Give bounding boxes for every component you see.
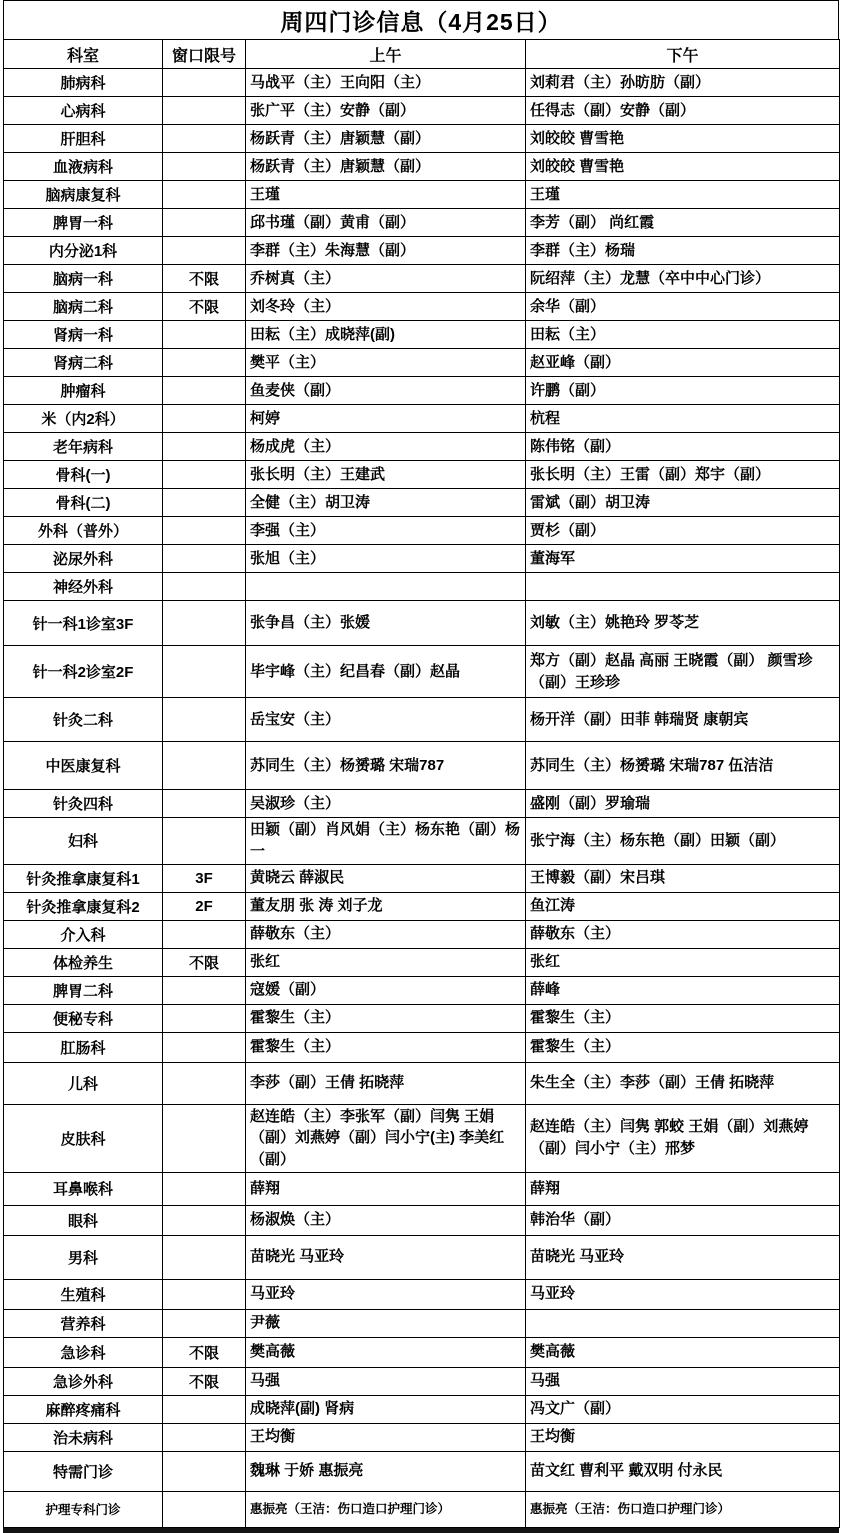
cell-pm: 王瑾 (526, 181, 840, 209)
cell-dept: 肛肠科 (4, 1032, 163, 1062)
cell-dept: 脑病二科 (4, 293, 163, 321)
cell-dept: 肺病科 (4, 69, 163, 97)
table-row (4, 265, 840, 293)
cell-limit (163, 1205, 246, 1235)
cell-limit: 不限 (163, 293, 246, 321)
cell-limit: 不限 (163, 265, 246, 293)
table-row (4, 377, 840, 405)
cell-am: 赵连皓（主）李张军（副）闫隽 王娟（副）刘燕婷（副）闫小宁(主) 李美红（副） (246, 1104, 526, 1172)
cell-pm: 薛峰 (526, 976, 840, 1004)
cell-dept: 治未病科 (4, 1423, 163, 1451)
table-row (4, 1104, 840, 1172)
cell-am: 田颖（副）肖风娟（主）杨东艳（副）杨一 (246, 818, 526, 865)
cell-limit (163, 790, 246, 818)
cell-am: 王均衡 (246, 1423, 526, 1451)
cell-limit (163, 1172, 246, 1205)
cell-pm: 董海军 (526, 545, 840, 573)
cell-dept: 麻醉疼痛科 (4, 1395, 163, 1423)
cell-limit (163, 181, 246, 209)
cell-am: 柯婷 (246, 405, 526, 433)
cell-dept: 急诊外科 (4, 1367, 163, 1395)
cell-pm: 阮绍萍（主）龙慧（卒中中心门诊） (526, 265, 840, 293)
cell-am: 岳宝安（主） (246, 698, 526, 742)
cell-dept: 妇科 (4, 818, 163, 865)
cell-limit (163, 742, 246, 790)
table-row (4, 646, 840, 698)
table-row (4, 698, 840, 742)
cell-pm: 霍黎生（主） (526, 1032, 840, 1062)
cell-dept: 老年病科 (4, 433, 163, 461)
table-row (4, 1032, 840, 1062)
column-header: 上午 (246, 40, 526, 69)
cell-limit (163, 646, 246, 698)
cell-dept: 营养科 (4, 1309, 163, 1337)
cell-am: 黄晓云 薛淑民 (246, 864, 526, 892)
cell-limit: 不限 (163, 1367, 246, 1395)
cell-limit (163, 1279, 246, 1309)
cell-limit (163, 69, 246, 97)
cell-pm (526, 1309, 840, 1337)
table-row (4, 97, 840, 125)
page-title: 周四门诊信息（4月25日） (3, 0, 839, 39)
table-row (4, 573, 840, 601)
table-row (4, 237, 840, 265)
cell-pm: 张红 (526, 948, 840, 976)
cell-dept: 骨科(一) (4, 461, 163, 489)
table-row (4, 321, 840, 349)
cell-limit (163, 698, 246, 742)
cell-limit (163, 1004, 246, 1032)
cell-pm: 郑方（副）赵晶 高丽 王晓霞（副） 颜雪珍（副）王珍珍 (526, 646, 840, 698)
cell-limit (163, 1395, 246, 1423)
cell-am: 寇媛（副） (246, 976, 526, 1004)
cell-pm: 鱼江涛 (526, 892, 840, 920)
cell-dept: 肝胆科 (4, 125, 163, 153)
table-row (4, 976, 840, 1004)
cell-limit (163, 209, 246, 237)
cell-dept: 脑病一科 (4, 265, 163, 293)
cell-limit (163, 237, 246, 265)
cell-am: 樊平（主） (246, 349, 526, 377)
cell-limit: 2F (163, 892, 246, 920)
cell-dept: 生殖科 (4, 1279, 163, 1309)
cell-pm: 杨开洋（副）田菲 韩瑞贤 康朝宾 (526, 698, 840, 742)
table-row (4, 349, 840, 377)
cell-am: 魏琳 于娇 惠振亮 (246, 1451, 526, 1491)
cell-dept: 耳鼻喉科 (4, 1172, 163, 1205)
cell-am: 杨成虎（主） (246, 433, 526, 461)
cell-dept: 肾病一科 (4, 321, 163, 349)
table-row (4, 1367, 840, 1395)
table-row (4, 1309, 840, 1337)
cell-limit (163, 1104, 246, 1172)
cell-limit (163, 1032, 246, 1062)
cell-am: 张长明（主）王建武 (246, 461, 526, 489)
table-row (4, 69, 840, 97)
cell-dept: 针一科2诊室2F (4, 646, 163, 698)
table-row (4, 892, 840, 920)
cell-am: 马战平（主）王向阳（主） (246, 69, 526, 97)
table-row (4, 545, 840, 573)
cell-pm: 李群（主）杨瑞 (526, 237, 840, 265)
cell-dept: 儿科 (4, 1062, 163, 1104)
cell-dept: 男科 (4, 1235, 163, 1279)
cell-limit (163, 125, 246, 153)
table-row (4, 293, 840, 321)
cell-pm: 盛刚（副）罗瑜瑞 (526, 790, 840, 818)
cell-pm: 张宁海（主）杨东艳（副）田颖（副） (526, 818, 840, 865)
cell-am: 董友朋 张 涛 刘子龙 (246, 892, 526, 920)
cell-am: 马强 (246, 1367, 526, 1395)
cell-dept: 肿瘤科 (4, 377, 163, 405)
column-header: 科室 (4, 40, 163, 69)
cell-limit (163, 1491, 246, 1527)
cell-limit: 3F (163, 864, 246, 892)
cell-limit (163, 573, 246, 601)
cell-am: 张红 (246, 948, 526, 976)
cell-dept: 针灸推拿康复科1 (4, 864, 163, 892)
cell-pm: 韩治华（副） (526, 1205, 840, 1235)
cell-limit (163, 377, 246, 405)
cell-dept: 护理专科门诊 (4, 1491, 163, 1527)
schedule-table-body (4, 69, 840, 1528)
cell-limit (163, 1423, 246, 1451)
cell-pm: 刘皎皎 曹雪艳 (526, 153, 840, 181)
table-bottom-border (3, 1528, 839, 1533)
cell-am: 邱书瑾（副）黄甫（副） (246, 209, 526, 237)
cell-am: 张广平（主）安静（副） (246, 97, 526, 125)
cell-pm (526, 573, 840, 601)
cell-pm: 冯文广（副） (526, 1395, 840, 1423)
cell-limit (163, 321, 246, 349)
cell-dept: 脾胃二科 (4, 976, 163, 1004)
cell-dept: 肾病二科 (4, 349, 163, 377)
table-row (4, 601, 840, 646)
table-row (4, 818, 840, 865)
table-row (4, 517, 840, 545)
cell-pm: 李芳（副） 尚红霞 (526, 209, 840, 237)
cell-dept: 心病科 (4, 97, 163, 125)
table-row (4, 1491, 840, 1527)
table-row (4, 790, 840, 818)
table-row (4, 405, 840, 433)
cell-am: 苏同生（主）杨赟璐 宋瑞787 (246, 742, 526, 790)
table-row (4, 1172, 840, 1205)
cell-dept: 针灸推拿康复科2 (4, 892, 163, 920)
cell-dept: 针灸二科 (4, 698, 163, 742)
cell-am: 薛翔 (246, 1172, 526, 1205)
table-row (4, 181, 840, 209)
cell-dept: 中医康复科 (4, 742, 163, 790)
table-row (4, 1205, 840, 1235)
cell-pm: 刘敏（主）姚艳玲 罗苓芝 (526, 601, 840, 646)
cell-limit (163, 461, 246, 489)
cell-dept: 骨科(二) (4, 489, 163, 517)
table-row (4, 920, 840, 948)
cell-pm: 任得志（副）安静（副） (526, 97, 840, 125)
cell-dept: 皮肤科 (4, 1104, 163, 1172)
cell-pm: 朱生全（主）李莎（副）王倩 拓晓萍 (526, 1062, 840, 1104)
table-row (4, 1423, 840, 1451)
table-row (4, 742, 840, 790)
cell-pm: 雷斌（副）胡卫涛 (526, 489, 840, 517)
cell-dept: 针一科1诊室3F (4, 601, 163, 646)
table-row (4, 209, 840, 237)
table-row (4, 1279, 840, 1309)
cell-dept: 针灸四科 (4, 790, 163, 818)
cell-limit (163, 1451, 246, 1491)
cell-am: 成晓萍(副) 肾病 (246, 1395, 526, 1423)
cell-am: 王瑾 (246, 181, 526, 209)
table-row (4, 1337, 840, 1367)
cell-am (246, 573, 526, 601)
table-row (4, 864, 840, 892)
table-row (4, 433, 840, 461)
cell-pm: 赵连皓（主）闫隽 郭蛟 王娟（副）刘燕婷（副）闫小宁（主）邢梦 (526, 1104, 840, 1172)
cell-limit (163, 1062, 246, 1104)
cell-pm: 杭程 (526, 405, 840, 433)
cell-am: 全健（主）胡卫涛 (246, 489, 526, 517)
table-row (4, 1062, 840, 1104)
cell-limit (163, 433, 246, 461)
cell-pm: 苏同生（主）杨赟璐 宋瑞787 伍洁洁 (526, 742, 840, 790)
cell-am: 李莎（副）王倩 拓晓萍 (246, 1062, 526, 1104)
cell-am: 张旭（主） (246, 545, 526, 573)
cell-am: 李强（主） (246, 517, 526, 545)
cell-limit: 不限 (163, 948, 246, 976)
cell-am: 张争昌（主）张媛 (246, 601, 526, 646)
table-row (4, 948, 840, 976)
cell-pm: 苗晓光 马亚玲 (526, 1235, 840, 1279)
cell-am: 毕宇峰（主）纪昌春（副）赵晶 (246, 646, 526, 698)
cell-limit: 不限 (163, 1337, 246, 1367)
cell-limit (163, 489, 246, 517)
cell-pm: 贾杉（副） (526, 517, 840, 545)
cell-am: 鱼麦侠（副） (246, 377, 526, 405)
cell-limit (163, 545, 246, 573)
cell-am: 霍黎生（主） (246, 1032, 526, 1062)
cell-am: 惠振亮（王洁：伤口造口护理门诊） (246, 1491, 526, 1527)
cell-am: 杨跃青（主）唐颖慧（副） (246, 153, 526, 181)
cell-am: 田耘（主）成晓萍(副) (246, 321, 526, 349)
cell-pm: 薛翔 (526, 1172, 840, 1205)
table-row (4, 1451, 840, 1491)
cell-pm: 马强 (526, 1367, 840, 1395)
cell-dept: 泌尿外科 (4, 545, 163, 573)
cell-dept: 外科（普外） (4, 517, 163, 545)
cell-pm: 惠振亮（王洁：伤口造口护理门诊） (526, 1491, 840, 1527)
cell-am: 马亚玲 (246, 1279, 526, 1309)
cell-pm: 田耘（主） (526, 321, 840, 349)
cell-am: 刘冬玲（主） (246, 293, 526, 321)
cell-dept: 特需门诊 (4, 1451, 163, 1491)
cell-pm: 王博毅（副）宋吕琪 (526, 864, 840, 892)
cell-limit (163, 976, 246, 1004)
cell-dept: 米（内2科） (4, 405, 163, 433)
cell-limit (163, 1235, 246, 1279)
cell-dept: 介入科 (4, 920, 163, 948)
cell-dept: 急诊科 (4, 1337, 163, 1367)
table-row (4, 1235, 840, 1279)
cell-pm: 霍黎生（主） (526, 1004, 840, 1032)
cell-am: 樊高薇 (246, 1337, 526, 1367)
cell-limit (163, 601, 246, 646)
cell-dept: 脾胃一科 (4, 209, 163, 237)
table-row (4, 125, 840, 153)
cell-am: 杨淑焕（主） (246, 1205, 526, 1235)
cell-am: 尹薇 (246, 1309, 526, 1337)
cell-dept: 体检养生 (4, 948, 163, 976)
cell-pm: 刘莉君（主）孙昉肪（副） (526, 69, 840, 97)
cell-pm: 樊高薇 (526, 1337, 840, 1367)
cell-pm: 赵亚峰（副） (526, 349, 840, 377)
table-row (4, 461, 840, 489)
cell-am: 霍黎生（主） (246, 1004, 526, 1032)
cell-dept: 便秘专科 (4, 1004, 163, 1032)
cell-limit (163, 920, 246, 948)
cell-limit (163, 349, 246, 377)
cell-dept: 眼科 (4, 1205, 163, 1235)
cell-am: 李群（主）朱海慧（副） (246, 237, 526, 265)
cell-pm: 薛敬东（主） (526, 920, 840, 948)
table-row (4, 1395, 840, 1423)
table-row (4, 1004, 840, 1032)
cell-limit (163, 1309, 246, 1337)
cell-pm: 许鹏（副） (526, 377, 840, 405)
cell-limit (163, 97, 246, 125)
schedule-table (3, 39, 840, 1528)
cell-pm: 苗文红 曹利平 戴双明 付永民 (526, 1451, 840, 1491)
cell-pm: 王均衡 (526, 1423, 840, 1451)
column-header: 下午 (526, 40, 840, 69)
table-row (4, 489, 840, 517)
cell-dept: 内分泌1科 (4, 237, 163, 265)
cell-am: 薛敬东（主） (246, 920, 526, 948)
cell-pm: 刘皎皎 曹雪艳 (526, 125, 840, 153)
cell-am: 乔树真（主） (246, 265, 526, 293)
cell-limit (163, 517, 246, 545)
cell-dept: 脑病康复科 (4, 181, 163, 209)
cell-am: 吴淑珍（主） (246, 790, 526, 818)
cell-pm: 陈伟铭（副） (526, 433, 840, 461)
cell-dept: 血液病科 (4, 153, 163, 181)
cell-limit (163, 153, 246, 181)
cell-dept: 神经外科 (4, 573, 163, 601)
cell-am: 苗晓光 马亚玲 (246, 1235, 526, 1279)
cell-pm: 张长明（主）王雷（副）郑宇（副） (526, 461, 840, 489)
cell-limit (163, 818, 246, 865)
cell-am: 杨跃青（主）唐颖慧（副） (246, 125, 526, 153)
cell-pm: 余华（副） (526, 293, 840, 321)
header-row (4, 40, 840, 69)
table-row (4, 153, 840, 181)
cell-limit (163, 405, 246, 433)
column-header: 窗口限号 (163, 40, 246, 69)
cell-pm: 马亚玲 (526, 1279, 840, 1309)
